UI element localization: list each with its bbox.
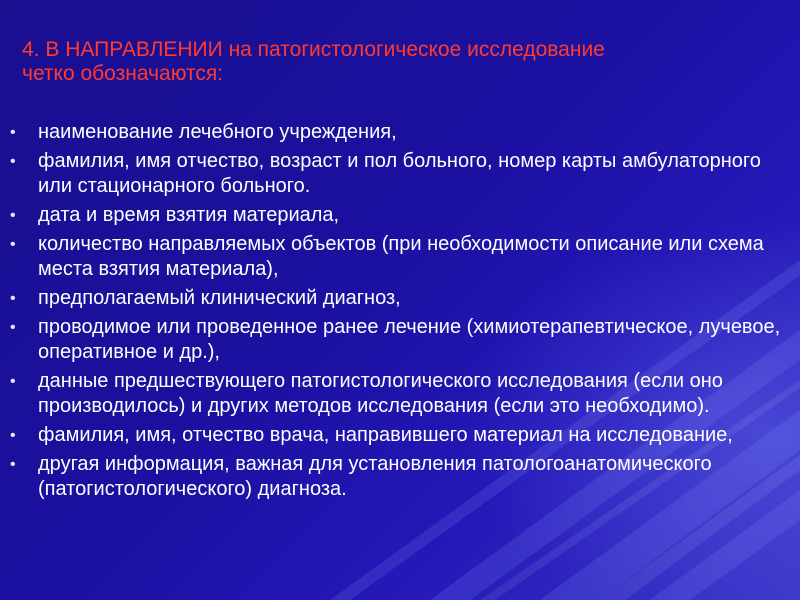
list-item	[0, 286, 800, 311]
list-item-text: фамилия, имя, отчество врача, направившего материал на исследование,	[38, 424, 733, 446]
list-item-text: проводимое или проведенное ранее лечение (химиотерапевтическое, лучевое, оперативное и др.),	[38, 316, 781, 363]
bullet-icon: •	[10, 427, 16, 444]
list-item-text: другая информация, важная для установления патологоанатомического (патогистологического) диагноза.	[38, 453, 712, 500]
list-item-text: фамилия, имя отчество, возраст и пол больного, номер карты амбулаторного или стационарного больного.	[38, 150, 761, 197]
list-item	[0, 120, 800, 145]
bullet-icon: •	[10, 456, 16, 473]
list-item	[0, 203, 800, 228]
list-item	[0, 423, 800, 448]
bullet-list	[0, 120, 800, 506]
bullet-icon: •	[10, 236, 16, 253]
list-item	[0, 149, 800, 199]
bullet-icon: •	[10, 319, 16, 336]
title-line-2: четко обозначаются:	[22, 62, 224, 85]
bullet-icon: •	[10, 373, 16, 390]
list-item-text: данные предшествующего патогистологического исследования (если оно производилось) и других методов исследования (если это необходимо).	[38, 370, 723, 417]
list-item	[0, 369, 800, 419]
list-item	[0, 452, 800, 502]
title-line-1: 4. В НАПРАВЛЕНИИ на патогистологическое исследование	[22, 38, 605, 61]
list-item-text: предполагаемый клинический диагноз,	[38, 287, 401, 309]
list-item	[0, 315, 800, 365]
list-item-text: количество направляемых объектов (при необходимости описание или схема места взятия материала),	[38, 233, 764, 280]
bullet-icon: •	[10, 153, 16, 170]
list-item-text: наименование лечебного учреждения,	[38, 121, 397, 143]
slide-title	[22, 38, 782, 86]
list-item	[0, 232, 800, 282]
bullet-icon: •	[10, 124, 16, 141]
bullet-icon: •	[10, 207, 16, 224]
list-item-text: дата и время взятия материала,	[38, 204, 340, 226]
bullet-icon: •	[10, 290, 16, 307]
